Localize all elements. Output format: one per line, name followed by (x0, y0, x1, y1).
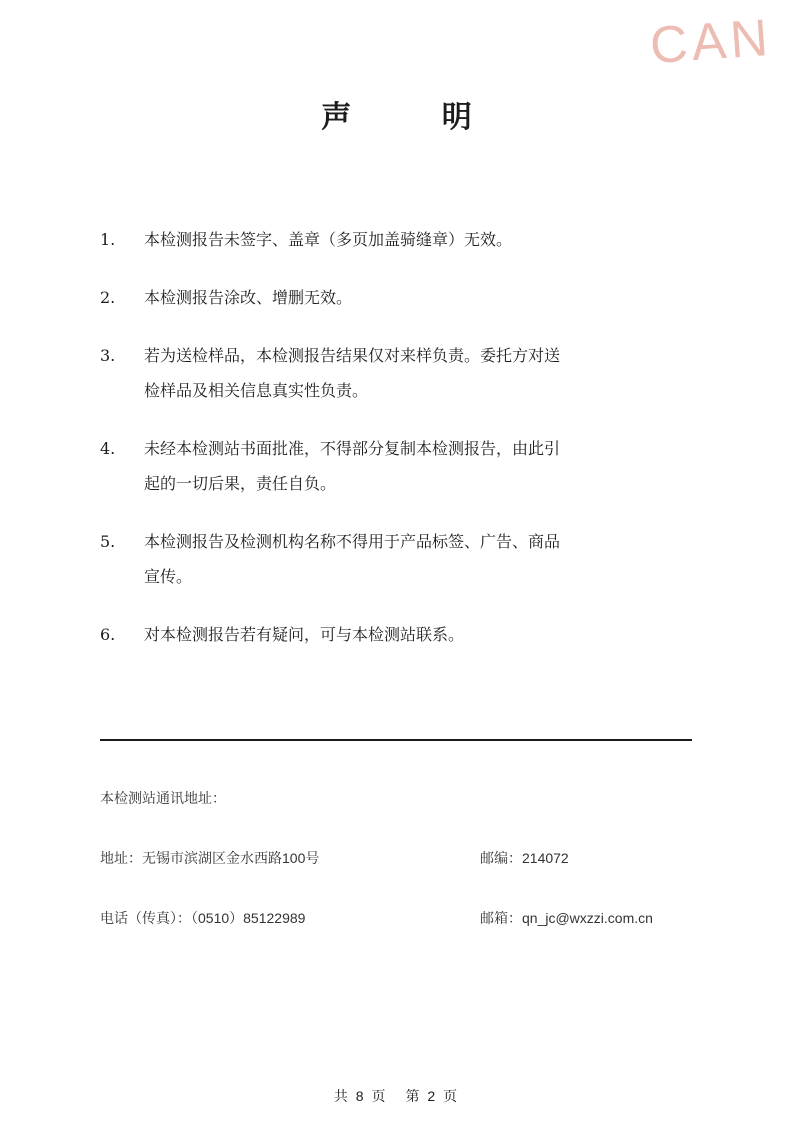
item-text: 本检测报告及检测机构名称不得用于产品标签、广告、商品 (144, 532, 561, 551)
declaration-item-3 (100, 338, 695, 408)
declaration-item-5 (100, 524, 695, 594)
red-stamp-mark: CAN (648, 8, 774, 76)
contact-row-address (100, 848, 700, 868)
item-text-continued: 检样品及相关信息真实性负责。 (144, 381, 369, 400)
item-number: 5. (100, 532, 116, 551)
page-title: 声 明 (321, 100, 512, 135)
item-text-continued: 宣传。 (144, 567, 193, 586)
contact-heading: 本检测站通讯地址： (100, 790, 226, 806)
item-number: 2. (100, 288, 116, 307)
postcode-text: 邮编：214072 (480, 850, 569, 866)
contact-row-phone (100, 908, 700, 928)
item-text-continued: 起的一切后果，责任自负。 (144, 474, 337, 493)
email-text: 邮箱：qn_jc@wxzzi.com.cn (480, 910, 653, 926)
item-text: 若为送检样品，本检测报告结果仅对来样负责。委托方对送 (144, 346, 561, 365)
total-pages: 共 8 页 (333, 1088, 388, 1104)
item-number: 3. (100, 346, 116, 365)
declaration-item-6 (100, 617, 695, 652)
declaration-item-2 (100, 280, 695, 315)
declaration-list (100, 222, 695, 675)
item-text: 本检测报告涂改、增删无效。 (144, 288, 353, 307)
item-text: 本检测报告未签字、盖章（多页加盖骑缝章）无效。 (144, 230, 513, 249)
phone-text: 电话（传真）：（0510）85122989 (100, 910, 306, 926)
page-footer (0, 1086, 793, 1106)
declaration-item-4 (100, 431, 695, 501)
item-number: 6. (100, 625, 116, 644)
item-text: 对本检测报告若有疑问，可与本检测站联系。 (144, 625, 465, 644)
item-number: 1. (100, 230, 116, 249)
item-number: 4. (100, 439, 116, 458)
current-page: 第 2 页 (405, 1088, 460, 1104)
section-divider (100, 739, 692, 741)
declaration-item-1 (100, 222, 695, 257)
address-text: 地址：无锡市滨湖区金水西路100号 (100, 850, 320, 866)
item-text: 未经本检测站书面批准，不得部分复制本检测报告，由此引 (144, 439, 561, 458)
